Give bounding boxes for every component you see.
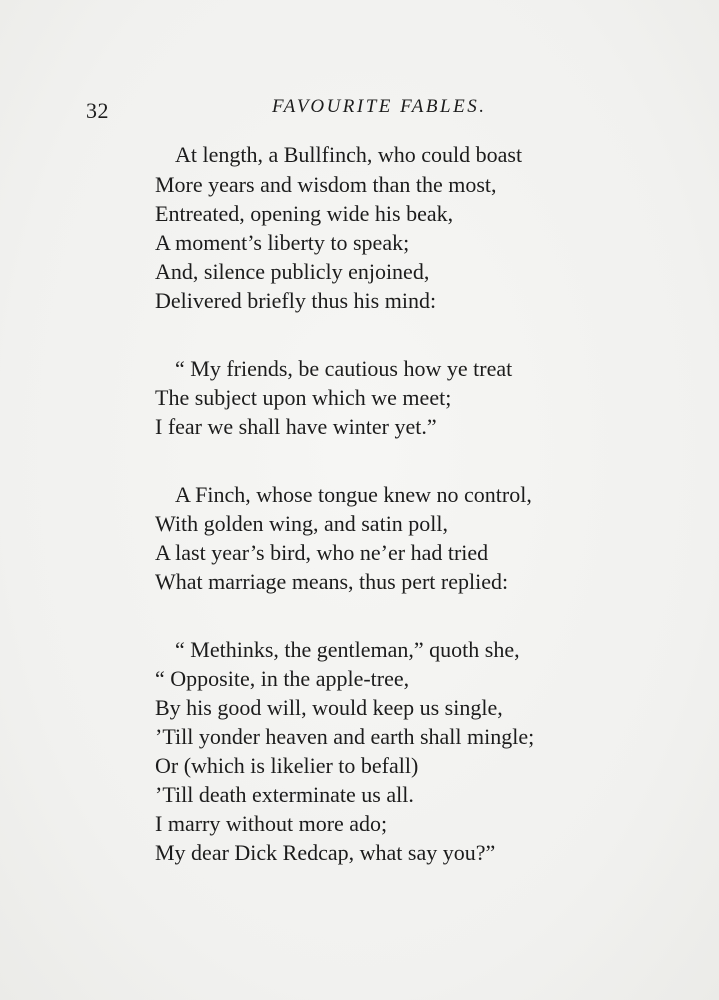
poem-line: A Finch, whose tongue knew no control,	[175, 482, 532, 507]
poem-line: The subject upon which we meet;	[155, 385, 452, 410]
poem-line: Delivered briefly thus his mind:	[155, 288, 437, 313]
poem-line: “ My friends, be cautious how ye treat	[175, 356, 513, 381]
poem-line: ’Till yonder heaven and earth shall mingle;	[155, 724, 535, 749]
poem-line: More years and wisdom than the most,	[155, 172, 497, 197]
poem-line: Or (which is likelier to befall)	[155, 753, 419, 778]
poem-line: With golden wing, and satin poll,	[155, 511, 449, 536]
poem-line: My dear Dick Redcap, what say you?”	[155, 840, 496, 865]
poem-line: “ Methinks, the gentleman,” quoth she,	[175, 637, 520, 662]
poem-line: And, silence publicly enjoined,	[155, 259, 430, 284]
page-number: 32	[86, 98, 109, 123]
poem-line: What marriage means, thus pert replied:	[155, 569, 509, 594]
poem-line: I marry without more ado;	[155, 811, 388, 836]
poem-line: I fear we shall have winter yet.”	[155, 414, 437, 439]
poem-line: Entreated, opening wide his beak,	[155, 201, 454, 226]
running-head: FAVOURITE FABLES.	[272, 96, 487, 117]
poem-line: A moment’s liberty to speak;	[155, 230, 410, 255]
poem-line: ’Till death exterminate us all.	[155, 782, 414, 807]
poem-line: A last year’s bird, who ne’er had tried	[155, 540, 489, 565]
poem-line: At length, a Bullfinch, who could boast	[175, 142, 523, 167]
poem-line: By his good will, would keep us single,	[155, 695, 503, 720]
poem-line: “ Opposite, in the apple-tree,	[155, 666, 410, 691]
